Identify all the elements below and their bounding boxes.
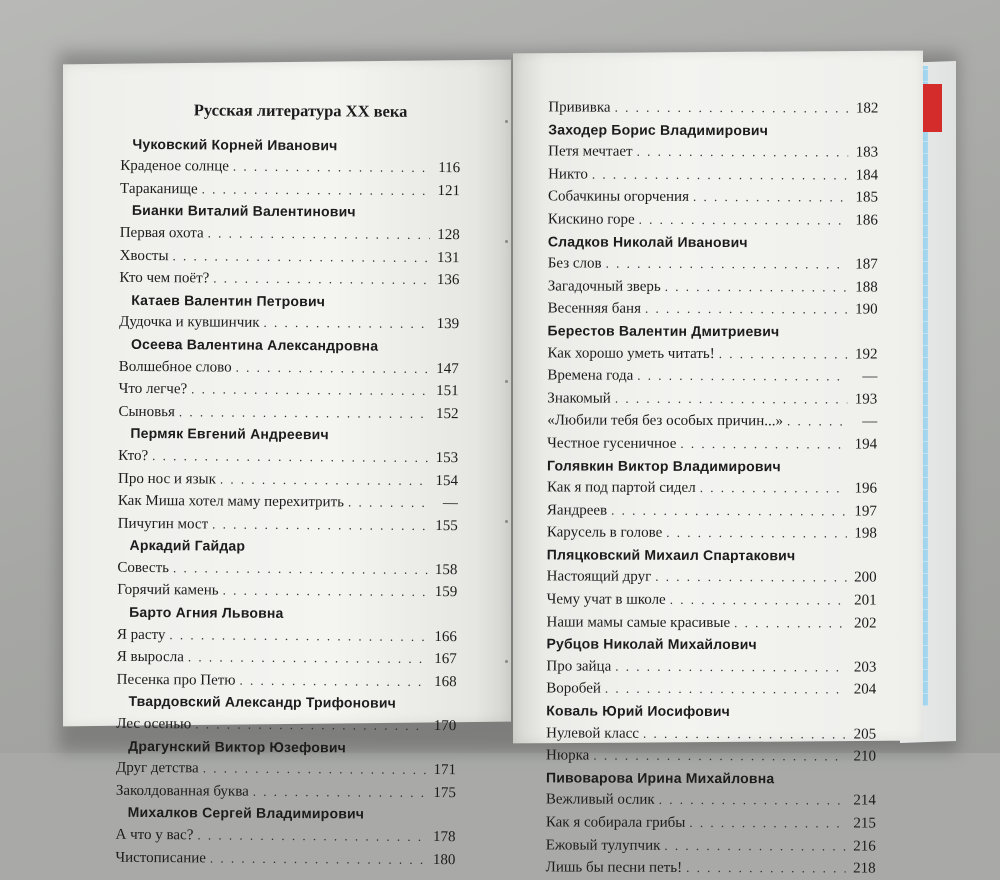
entry-title: Кто чем поёт?: [119, 269, 210, 287]
entry-title: Собачкины огорчения: [547, 188, 690, 206]
author-name: Твардовский Александр Трифонович: [128, 693, 397, 712]
dot-leader: [253, 781, 426, 804]
entry-title: Карусель в голове: [546, 524, 663, 542]
toc-entry: [547, 566, 877, 590]
author-name: Катаев Валентин Петрович: [131, 291, 326, 310]
dot-leader: [655, 566, 847, 588]
page-number: 210: [853, 748, 877, 765]
page-number: 166: [434, 628, 458, 645]
entry-title: Заколдованная буква: [115, 782, 249, 800]
page-number: 154: [435, 472, 459, 489]
page-number: 136: [436, 272, 460, 289]
author-name: Михалков Сергей Владимирович: [127, 804, 365, 822]
dot-leader: [693, 186, 848, 208]
dot-leader: [188, 647, 427, 670]
page-number: 198: [854, 525, 877, 542]
toc-entry: [548, 298, 878, 322]
page-number: 184: [855, 167, 879, 184]
toc-entry: [547, 477, 877, 501]
author-name: Барто Агния Львовна: [129, 603, 284, 622]
page-number: 185: [855, 189, 879, 206]
toc-entry: [547, 410, 877, 434]
dot-leader: [719, 343, 848, 365]
dot-leader: [173, 557, 428, 580]
dot-leader: [213, 268, 429, 291]
entry-title: Чему учат в школе: [546, 591, 666, 608]
dot-leader: [659, 789, 846, 811]
author-name: Пивоварова Ирина Михайловна: [545, 769, 775, 787]
page-number: 128: [437, 227, 460, 244]
dot-leader: [239, 670, 426, 693]
page-number: 159: [434, 584, 458, 601]
toc-entry: [547, 588, 877, 612]
page-number: 155: [435, 517, 458, 534]
page-number: 188: [855, 279, 878, 296]
table-of-contents-right: [546, 96, 879, 880]
dot-leader: [680, 433, 847, 455]
entry-title: Наши мамы самые красивые: [546, 614, 731, 631]
entry-title: Без слов: [547, 255, 602, 272]
entry-title: Весенняя баня: [547, 300, 642, 318]
dot-leader: [203, 758, 426, 781]
toc-entry: [118, 467, 458, 492]
page-number: 171: [433, 762, 457, 779]
author-name: Бианки Виталий Валентинович: [131, 202, 356, 220]
toc-entry: [546, 834, 876, 858]
toc-entry: [548, 253, 878, 277]
dot-leader: [787, 411, 847, 433]
toc-entry: [120, 244, 460, 269]
entry-title: Песенка про Петю: [116, 671, 236, 689]
entry-title: Нюрка: [546, 747, 590, 764]
entry-title: Как я собирала грибы: [545, 814, 686, 831]
page-number: 201: [854, 592, 877, 609]
author-name: Аркадий Гайдар: [129, 537, 246, 554]
page-number: 182: [855, 100, 879, 117]
entry-title: Как Миша хотел маму перехитрить: [117, 492, 345, 511]
toc-entry: [115, 846, 455, 871]
entry-title: Краденое солнце: [120, 158, 230, 175]
dot-leader: [236, 356, 429, 379]
author-name: Заходер Борис Владимирович: [548, 121, 769, 138]
entry-title: Волшебное слово: [118, 358, 232, 376]
dot-leader: [593, 745, 846, 767]
author-name: Осеева Валентина Александровна: [130, 335, 379, 354]
toc-entry: [548, 186, 878, 210]
dot-leader: [689, 812, 846, 834]
author-name: Коваль Юрий Иосифович: [546, 702, 731, 720]
dot-leader: [223, 580, 428, 603]
page-number: 175: [433, 784, 456, 801]
page-number: 187: [855, 256, 878, 273]
entry-title: Знакомый: [547, 390, 611, 407]
page-number: 131: [437, 249, 460, 266]
toc-entry: [118, 513, 458, 538]
table-of-contents-left: [115, 99, 460, 872]
dot-leader: [615, 656, 846, 678]
page-number: —: [862, 368, 878, 385]
dot-leader: [666, 522, 847, 544]
toc-entry: [547, 522, 877, 546]
binding-stitches: [505, 80, 509, 720]
toc-entry: [546, 811, 876, 835]
dot-leader: [169, 624, 427, 647]
entry-title: Я выросла: [116, 649, 184, 666]
page-number: —: [862, 413, 878, 430]
dot-leader: [611, 499, 847, 521]
page-number: 152: [435, 405, 459, 422]
entry-title: Лес осенью: [116, 715, 192, 733]
dot-leader: [665, 276, 848, 298]
entry-title: Вежливый ослик: [545, 791, 655, 809]
toc-entry: [116, 713, 456, 738]
dot-leader: [233, 156, 430, 179]
entry-title: Времена года: [547, 367, 634, 384]
toc-entry: [546, 722, 876, 746]
author-name: Сладков Николай Иванович: [547, 232, 748, 250]
page-number: 196: [854, 480, 878, 497]
page-number: 214: [853, 792, 876, 809]
author-name: Голявкин Виктор Владимирович: [547, 456, 781, 474]
toc-entry: [546, 611, 876, 635]
entry-title: Пичугин мост: [117, 515, 209, 533]
author-name: Пермяк Евгений Андреевич: [130, 425, 329, 443]
entry-title: Прививка: [548, 99, 611, 116]
dot-leader: [212, 513, 428, 536]
toc-entry: [546, 745, 876, 769]
page-number: 151: [436, 383, 459, 400]
entry-title: Я расту: [116, 626, 166, 643]
dot-leader: [615, 387, 848, 409]
entry-title: Воробей: [546, 680, 601, 698]
toc-entry: [118, 490, 458, 515]
toc-entry: [119, 267, 459, 292]
toc-entry: [115, 824, 455, 849]
page-number: —: [442, 495, 458, 512]
entry-title: Про нос и язык: [117, 470, 216, 487]
entry-title: Кискино горе: [547, 211, 635, 228]
dot-leader: [606, 253, 848, 275]
page-number: 215: [853, 815, 876, 832]
entry-title: Яандреев: [546, 502, 608, 519]
entry-title: Горячий камень: [117, 582, 219, 599]
page-number: 218: [853, 860, 876, 877]
page-number: 168: [434, 673, 457, 691]
toc-entry: [546, 789, 876, 813]
page-number: 170: [433, 718, 457, 735]
toc-entry: [117, 646, 457, 671]
page-number: 197: [854, 503, 877, 520]
page-number: 204: [853, 681, 877, 699]
dot-leader: [700, 477, 847, 499]
author-name: Драгунский Виктор Юзефович: [128, 737, 347, 756]
entry-title: Как хорошо уметь читать!: [547, 344, 715, 362]
dot-leader: [637, 365, 847, 387]
dot-leader: [179, 401, 429, 424]
toc-entry: [546, 678, 876, 702]
author-name: Рубцов Николай Михайлович: [546, 635, 757, 653]
toc-entry: [546, 655, 876, 679]
page-number: 183: [855, 144, 879, 161]
page-number: 158: [434, 561, 458, 579]
dot-leader: [670, 589, 847, 611]
dot-leader: [734, 612, 846, 634]
author-name: Чуковский Корней Иванович: [132, 135, 338, 153]
page-number: 139: [436, 316, 460, 333]
toc-entry: [546, 857, 876, 880]
page-number: 202: [854, 615, 877, 632]
entry-title: Что легче?: [118, 380, 188, 398]
toc-entry: [119, 311, 459, 336]
toc-entry: [117, 557, 457, 582]
entry-title: Нулевой класс: [546, 725, 640, 742]
entry-title: Дудочка и кувшинчик: [119, 314, 260, 332]
entry-title: Честное гусеничное: [547, 435, 677, 452]
toc-entry: [120, 222, 460, 247]
entry-title: Совесть: [117, 559, 170, 577]
dot-leader: [264, 312, 430, 335]
page-number: 200: [854, 569, 877, 587]
toc-entry: [116, 757, 456, 782]
author-name: Пляцковский Михаил Спартакович: [546, 546, 796, 564]
entry-title: Лишь бы песни петь!: [545, 859, 683, 877]
dot-leader: [348, 492, 428, 514]
page-number: 194: [854, 436, 878, 453]
page-number: 190: [855, 301, 878, 318]
dot-leader: [195, 713, 426, 736]
page-number: 192: [854, 346, 878, 363]
dot-leader: [152, 445, 428, 469]
entry-title: Про зайца: [546, 658, 612, 675]
page-number: 167: [434, 651, 457, 668]
dot-leader: [173, 245, 430, 268]
toc-entry: [118, 445, 458, 470]
toc-entry: [548, 275, 878, 299]
entry-title: Как я под партой сидел: [546, 479, 696, 497]
dot-leader: [639, 209, 848, 231]
page-number: 116: [438, 160, 461, 177]
toc-entry: [547, 342, 877, 366]
page-number: 186: [855, 212, 878, 229]
dot-leader: [202, 178, 431, 201]
toc-entry: [548, 141, 878, 165]
dot-leader: [615, 97, 849, 119]
page-number: 178: [432, 829, 456, 846]
section-heading: Русская литература XX века: [193, 100, 408, 121]
page-number: 205: [853, 726, 877, 743]
entry-title: Сыновья: [118, 403, 176, 420]
cover-red-tab: [920, 84, 942, 132]
toc-entry: [117, 669, 457, 694]
page-number: 203: [853, 659, 877, 676]
toc-entry: [120, 155, 460, 180]
entry-title: А что у вас?: [115, 826, 194, 844]
toc-entry: [116, 780, 456, 805]
dot-leader: [637, 141, 849, 163]
toc-entry: [119, 378, 459, 403]
dot-leader: [197, 824, 425, 847]
toc-entry: [548, 96, 878, 120]
entry-title: Никто: [548, 166, 588, 183]
entry-title: Друг детства: [115, 760, 199, 777]
toc-entry: [547, 432, 877, 456]
toc-entry: [120, 178, 460, 203]
toc-entry: [118, 401, 458, 426]
dot-leader: [605, 678, 846, 700]
dot-leader: [645, 298, 848, 320]
entry-title: «Любили тебя без особых причин...»: [547, 412, 784, 430]
page-number: 147: [436, 360, 459, 377]
toc-entry: [548, 208, 878, 232]
dot-leader: [664, 834, 845, 856]
entry-title: Загадочный зверь: [547, 278, 661, 295]
toc-entry: [547, 387, 877, 411]
dot-leader: [643, 722, 846, 744]
dot-leader: [592, 163, 848, 185]
dot-leader: [220, 468, 428, 491]
toc-entry: [119, 355, 459, 380]
entry-title: Петя мечтает: [548, 143, 633, 160]
entry-title: Тараканище: [120, 180, 198, 198]
toc-entry: [117, 579, 457, 604]
entry-title: Настоящий друг: [546, 568, 652, 586]
page-number: 121: [437, 182, 461, 199]
page-number: 216: [853, 838, 876, 855]
page-number: 193: [854, 391, 878, 408]
toc-entry: [547, 365, 877, 389]
dot-leader: [686, 857, 846, 879]
page-number: 180: [432, 851, 456, 868]
page-number: 153: [435, 449, 459, 467]
dot-leader: [191, 378, 429, 401]
toc-entry: [548, 163, 878, 187]
entry-title: Ежовый тулупчик: [545, 837, 661, 854]
author-name: Берестов Валентин Дмитриевич: [547, 322, 780, 340]
entry-title: Хвосты: [119, 247, 169, 264]
dot-leader: [208, 222, 430, 245]
toc-entry: [547, 499, 877, 523]
entry-title: Первая охота: [119, 224, 204, 242]
entry-title: Кто?: [118, 447, 149, 464]
toc-entry: [117, 623, 457, 648]
dot-leader: [210, 847, 426, 870]
entry-title: Чистописание: [115, 849, 207, 867]
